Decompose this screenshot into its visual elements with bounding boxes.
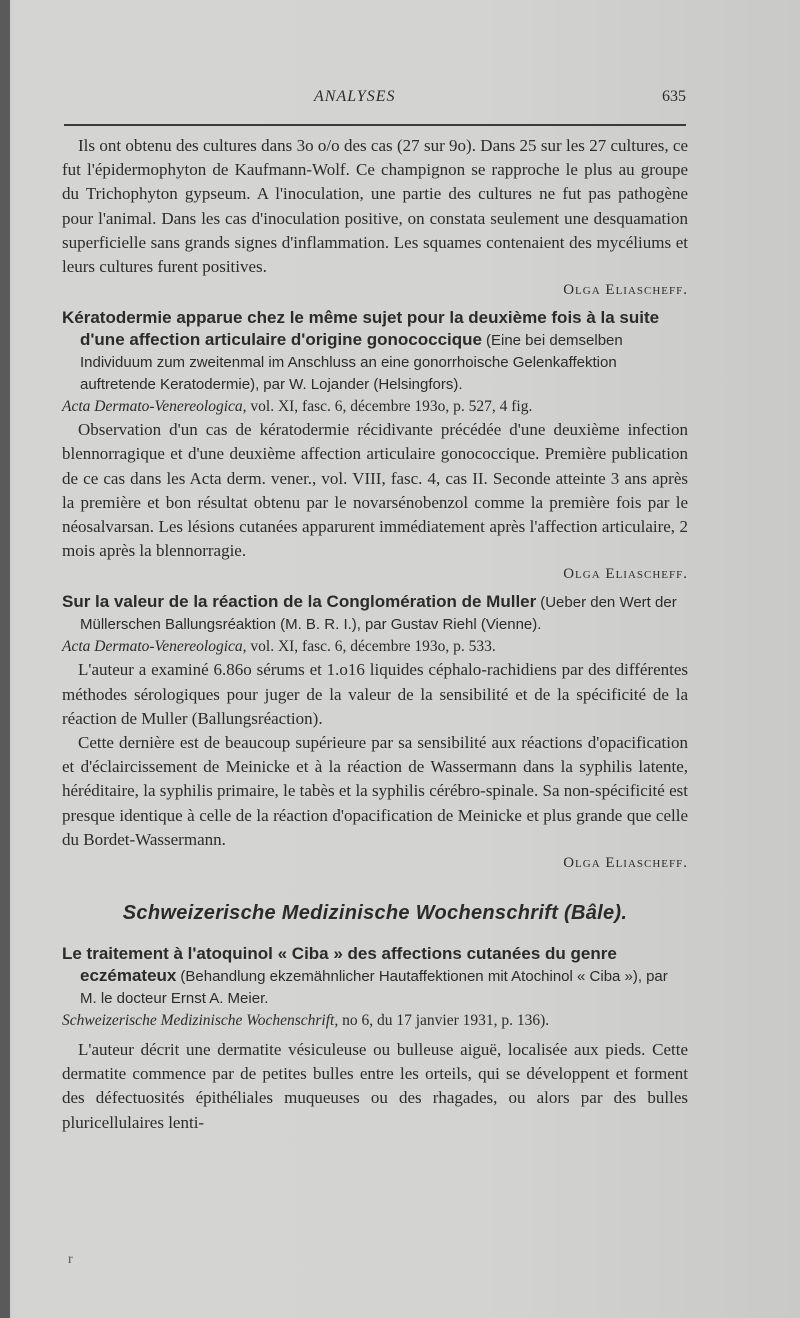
article-reference (62, 636, 688, 658)
reviewer-signature: Olga Eliascheff. (563, 566, 688, 583)
review-keratodermie (62, 307, 688, 583)
review-muller-reaction (62, 591, 688, 872)
journal-name: Acta Dermato-Venereologica, (62, 398, 247, 416)
article-authors: par W. Lojander (Helsingfors). (263, 376, 463, 394)
margin-mark: r (68, 1252, 73, 1267)
article-title: Kératodermie apparue chez le même sujet pour la deuxième fois à la suite d'une affection articulaire d'origine gonococcique (62, 308, 660, 350)
journal-citation: no 6, du 17 janvier 1931, p. 136). (342, 1012, 550, 1030)
journal-citation: vol. XI, fasc. 6, décembre 193o, p. 527, 4 fig. (250, 398, 533, 416)
article-heading (62, 943, 688, 1032)
paragraph: L'auteur décrit une dermatite vésiculeuse ou bulleuse aiguë, localisée aux pieds. Cette dermatite commence par de petites bulles entre les orteils, qui se développent et forment des défectuosités épithéliales muqueuses ou des rhagades, ou alors par des bulles pluricellulaires lenti- (62, 1040, 688, 1132)
article-reference (62, 396, 688, 418)
journal-citation: vol. XI, fasc. 6, décembre 193o, p. 533. (250, 638, 496, 656)
journal-name: Schweizerische Medizinische Wochenschrift, (62, 1012, 339, 1030)
article-title: Le traitement à l'atoquinol « Ciba » des affections cutanées du genre eczémateux (62, 944, 617, 986)
page-header (64, 88, 686, 112)
header-rule (64, 124, 686, 126)
previous-review-ending (62, 134, 688, 299)
running-title: ANALYSES (314, 88, 396, 105)
paragraph: L'auteur a examiné 6.86o sérums et 1.o16 liquides céphalo-rachidiens par des différentes méthodes sérologiques pour juger de la valeur de la sensibilité et de la spécificité de la réaction de Muller (Ballungsréaction). (62, 660, 688, 728)
review-atoquinol (62, 943, 688, 1135)
original-title: (Ueber den Wert der Müllerschen Ballungsréaktion (M. B. R. I.), (80, 594, 677, 634)
original-title: (Eine bei demselben Individuum zum zweitenmal im Anschluss an eine gonorrhoische Gelenkaffektion auftretende Keratodermie), (80, 332, 623, 394)
original-title: (Behandlung ekzemähnlicher Hautaffektionen mit Atochinol « Ciba »), (180, 968, 643, 986)
article-title: Sur la valeur de la réaction de la Conglomération de Muller (62, 592, 537, 612)
page-content (62, 134, 688, 1135)
page-number: 635 (662, 88, 686, 105)
reviewer-signature: Olga Eliascheff. (563, 282, 688, 299)
reviewer-signature: Olga Eliascheff. (563, 855, 688, 872)
article-authors: par M. le docteur Ernst A. Meier. (80, 968, 668, 1008)
paragraph: Observation d'un cas de kératodermie récidivante précédée d'une deuxième infection blennorragique et d'une deuxième affection articulaire gonococcique. Première publication de ce cas dans les Acta derm. vener., vol. VIII, fasc. 4, cas II. Seconde atteinte 3 ans après la première et bon résultat obtenu par le novarsénobenzol comme la première fois par le néosalvarsan. Les lésions cutanées apparurent immédiatement après l'affection articulaire, 2 mois après la blennorragie. (62, 420, 688, 561)
journal-name: Acta Dermato-Venereologica, (62, 638, 247, 656)
paragraph: Ils ont obtenu des cultures dans 3o o/o des cas (27 sur 9o). Dans 25 sur les 27 cultures, ce fut l'épidermophyton de Kaufmann-Wolf. Ce champignon se rapproche le plus au groupe du Trichophyton gypseum. A l'inoculation, une partie des cultures ne fut pas pathogène pour l'animal. Dans les cas d'inoculation positive, on constata seulement une desquamation superficielle sans grands signes d'inflammation. Les squames contenaient des mycéliums et leurs cultures furent positives. (62, 136, 688, 277)
book-spine-shadow (0, 0, 10, 1318)
article-reference (62, 1010, 688, 1032)
article-heading (62, 307, 688, 418)
article-authors: par Gustav Riehl (Vienne). (364, 616, 542, 634)
article-heading (62, 591, 688, 658)
journal-section-title: Schweizerische Medizinische Wochenschrift (Bâle). (122, 902, 628, 925)
paragraph: Cette dernière est de beaucoup supérieure par sa sensibilité aux réactions d'opacification et d'éclaircissement de Meinicke et à la réaction de Wassermann dans la syphilis latente, héréditaire, la syphilis primaire, le tabès et la syphilis cérébro-spinale. Sa non-spécificité est presque identique à celle de la réaction d'opacification de Meinicke et plus grande que celle du Bordet-Wassermann. (62, 733, 688, 849)
